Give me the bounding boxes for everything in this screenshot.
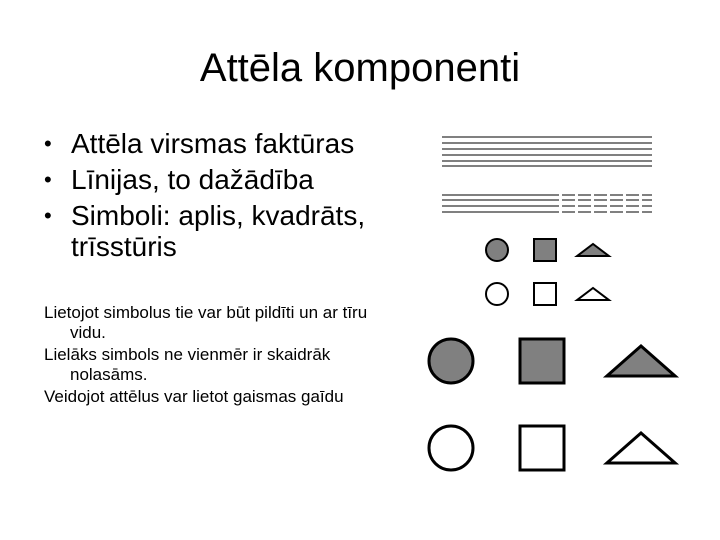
slide-title: Attēla komponenti — [199, 46, 521, 90]
bullet-text: Līnijas, to dažādība — [71, 164, 314, 195]
note-text: Lielāks simbols ne vienmēr ir skaidrāk nolasāms. — [44, 345, 331, 384]
notes-block — [44, 303, 374, 409]
symbol-grid — [429, 239, 675, 470]
square-filled-icon — [534, 239, 556, 261]
triangle-filled-icon — [607, 346, 675, 376]
texture-solid-lines — [442, 137, 652, 166]
texture-mixed-lines — [442, 195, 652, 212]
bullet-list — [44, 128, 414, 267]
triangle-filled-icon — [577, 244, 609, 256]
bullet-text: Simboli: aplis, kvadrāts, trīsstūris — [71, 200, 366, 262]
bullet-item — [44, 200, 414, 262]
note-text: Veidojot attēlus var lietot gaismas gaīdu — [44, 387, 344, 406]
shapes-figure — [420, 128, 680, 478]
square-outline-icon — [520, 426, 564, 470]
circle-outline-icon — [486, 283, 508, 305]
bullet-dot-icon: • — [44, 131, 52, 156]
bullet-dot-icon: • — [44, 167, 52, 192]
triangle-outline-icon — [577, 288, 609, 300]
bullet-dot-icon: • — [44, 203, 52, 228]
bullet-item — [44, 164, 414, 195]
square-outline-icon — [534, 283, 556, 305]
triangle-outline-icon — [607, 433, 675, 463]
square-filled-icon — [520, 339, 564, 383]
circle-filled-icon — [429, 339, 473, 383]
bullet-text: Attēla virsmas faktūras — [71, 128, 355, 159]
circle-outline-icon — [429, 426, 473, 470]
note-text: Lietojot simbolus tie var būt pildīti un ar tīru vidu. — [44, 303, 368, 342]
bullet-item — [44, 128, 414, 159]
circle-filled-icon — [486, 239, 508, 261]
